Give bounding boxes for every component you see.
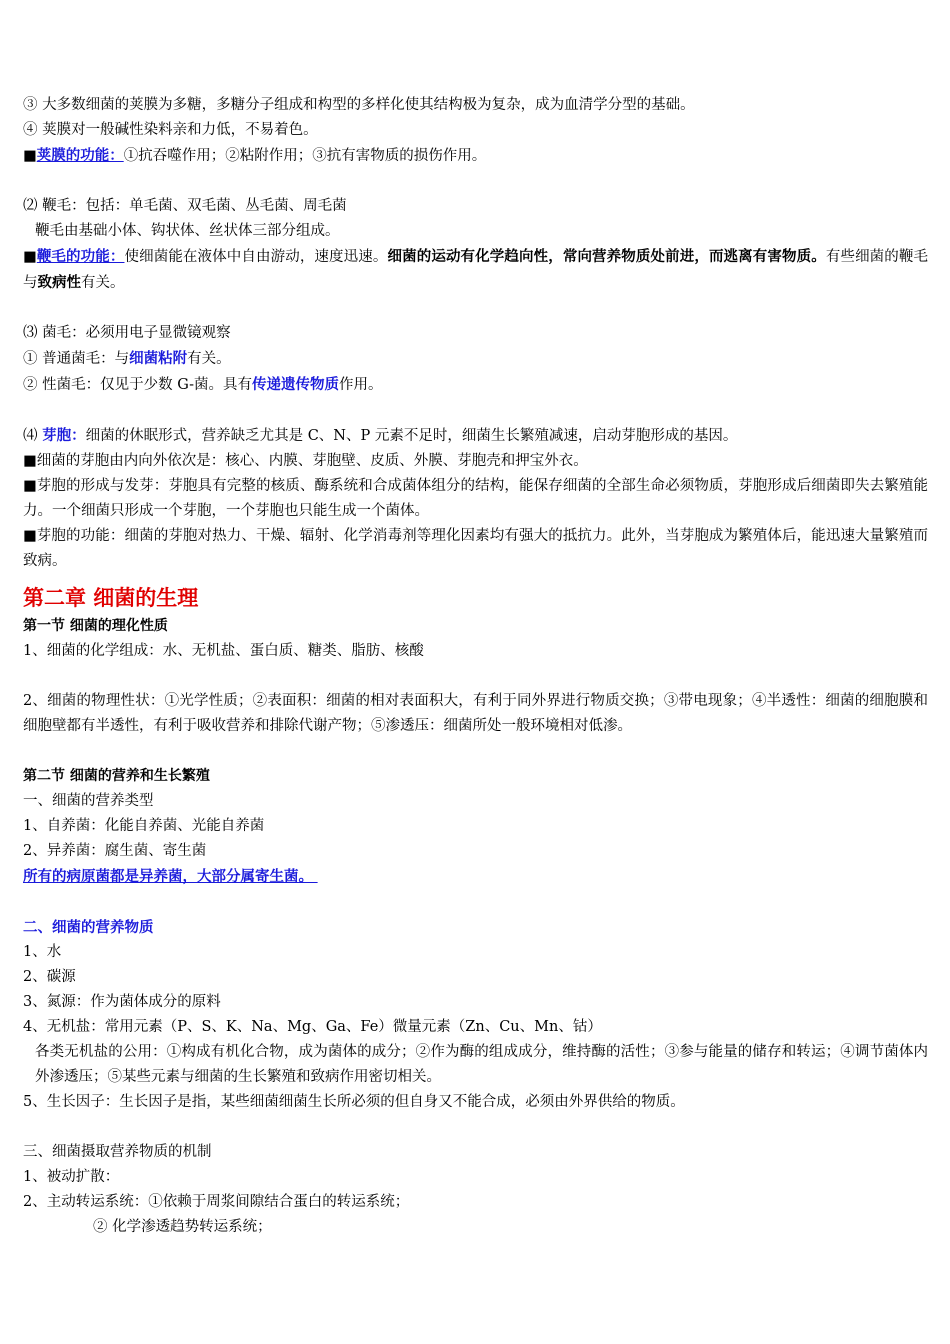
uptake-title: 三、细菌摄取营养物质的机制 bbox=[23, 1144, 212, 1160]
spore-number: ⑷ bbox=[23, 428, 43, 444]
spore-formation: ■芽胞的形成与发芽：芽胞具有完整的核质、酶系统和合成菌体组分的结构，能保存细菌的全部生命必须物质，芽胞形成后细菌即失去繁殖能力。一个细菌只形成一个芽胞，一个芽胞也只能生成一个菌体。 bbox=[23, 478, 928, 519]
heterotroph: 2、异养菌：腐生菌、寄生菌 bbox=[23, 843, 207, 859]
flagella-title: ⑵ 鞭毛：包括：单毛菌、双毛菌、丛毛菌、周毛菌 bbox=[23, 198, 347, 214]
square-bullet-icon: ■ bbox=[23, 148, 37, 164]
uptake-passive: 1、被动扩散： bbox=[23, 1169, 120, 1185]
flagella-pathogenicity: 致病性 bbox=[37, 274, 81, 291]
spore-layers: ■细菌的芽胞由内向外依次是：核心、内膜、芽胞壁、皮质、外膜、芽胞壳和押宝外衣。 bbox=[23, 453, 588, 469]
pili-sex bbox=[23, 372, 928, 398]
capsule-point-4: ④ 荚膜对一般碱性染料亲和力低，不易着色。 bbox=[23, 122, 318, 138]
document-page bbox=[23, 93, 928, 1240]
nutrients-title: 二、细菌的营养物质 bbox=[23, 919, 154, 936]
pili-common-pre: ① 普通菌毛：与 bbox=[23, 351, 130, 367]
chapter-title: 第二章 细菌的生理 bbox=[23, 586, 199, 610]
flagella-tail-1: 有些细菌的鞭毛与 bbox=[23, 249, 929, 291]
pili-common-post: 有关。 bbox=[187, 351, 231, 367]
nutrient-growth-factor: 5、生长因子：生长因子是指，某些细菌细菌生长所必须的但自身又不能合成，必须由外界供给的物质。 bbox=[23, 1094, 685, 1110]
mineral-uses: 各类无机盐的公用：①构成有机化合物，成为菌体的成分；②作为酶的组成成分，维持酶的活性；③参与能量的储存和转运；④调节菌体内外渗透压；⑤某些元素与细菌的生长繁殖和致病作用密切相关。 bbox=[35, 1044, 928, 1085]
pili-title: ⑶ 菌毛：必须用电子显微镜观察 bbox=[23, 325, 231, 341]
spore-function: ■芽胞的功能：细菌的芽胞对热力、干燥、辐射、化学消毒剂等理化因素均有强大的抵抗力。此外，当芽胞成为繁殖体后，能迅速大量繁殖而致病。 bbox=[23, 528, 928, 569]
flagella-structure: 鞭毛由基础小体、钩状体、丝状体三部分组成。 bbox=[35, 223, 340, 239]
flagella-function-label: 鞭毛的功能： bbox=[36, 248, 125, 265]
uptake-chemiosmotic: ② 化学渗透趋势转运系统； bbox=[93, 1219, 272, 1235]
capsule-function-label: 荚膜的功能： bbox=[36, 147, 124, 164]
capsule-point-3: ③ 大多数细菌的荚膜为多糖，多糖分子组成和构型的多样化使其结构极为复杂，成为血清学分型的基础。 bbox=[23, 97, 695, 113]
pili-common bbox=[23, 346, 928, 372]
physical-properties: 2、细菌的物理性状：①光学性质；②表面积：细菌的相对表面积大，有利于同外界进行物质交换；③带电现象；④半透性：细菌的细胞膜和细胞壁都有半透性，有利于吸收营养和排除代谢产物；⑤渗透压：细菌所处一般环境相对低渗。 bbox=[23, 693, 928, 734]
pathogen-note bbox=[23, 864, 928, 890]
section-2-title: 第二节 细菌的营养和生长繁殖 bbox=[23, 768, 210, 784]
flagella-tail-2: 有关。 bbox=[81, 275, 125, 291]
nutrient-carbon: 2、碳源 bbox=[23, 969, 76, 985]
pili-sex-pre: ② 性菌毛：仅见于少数 G-菌。具有 bbox=[23, 377, 252, 393]
autotroph: 1、自养菌：化能自养菌、光能自养菌 bbox=[23, 818, 265, 834]
flagella-function bbox=[23, 244, 928, 296]
pathogen-note-text: 所有的病原菌都是异养菌，大部分属寄生菌。 bbox=[23, 868, 313, 885]
nutrient-water: 1、水 bbox=[23, 944, 62, 960]
square-bullet-icon: ■ bbox=[23, 249, 37, 265]
nutrition-types-title: 一、细菌的营养类型 bbox=[23, 793, 154, 809]
flagella-chemotaxis: 细菌的运动有化学趋向性，常向营养物质处前进，而逃离有害物质。 bbox=[387, 248, 826, 265]
pili-sex-highlight: 传递遗传物质 bbox=[251, 376, 339, 393]
spore-definition bbox=[23, 423, 928, 449]
spore-text: 细菌的休眠形式，营养缺乏尤其是 C、N、P 元素不足时，细菌生长繁殖减速，启动芽胞形成的基因。 bbox=[85, 428, 738, 444]
nutrient-minerals: 4、无机盐：常用元素（P、S、K、Na、Mg、Ga、Fe）微量元素（Zn、Cu、Mn、钴） bbox=[23, 1019, 602, 1035]
nutrient-nitrogen: 3、氮源：作为菌体成分的原料 bbox=[23, 994, 221, 1010]
pili-sex-post: 作用。 bbox=[338, 377, 383, 393]
spore-label: 芽胞： bbox=[42, 427, 86, 444]
capsule-function-text: ①抗吞噬作用；②粘附作用；③抗有害物质的损伤作用。 bbox=[123, 148, 487, 164]
flagella-function-text: 使细菌能在液体中自由游动，速度迅速。 bbox=[124, 249, 388, 265]
chemical-composition: 1、细菌的化学组成：水、无机盐、蛋白质、糖类、脂肪、核酸 bbox=[23, 643, 424, 659]
uptake-active: 2、主动转运系统：①依赖于周浆间隙结合蛋白的转运系统； bbox=[23, 1194, 410, 1210]
capsule-function bbox=[23, 143, 928, 169]
section-1-title: 第一节 细菌的理化性质 bbox=[23, 618, 168, 634]
pili-common-highlight: 细菌粘附 bbox=[129, 350, 188, 367]
